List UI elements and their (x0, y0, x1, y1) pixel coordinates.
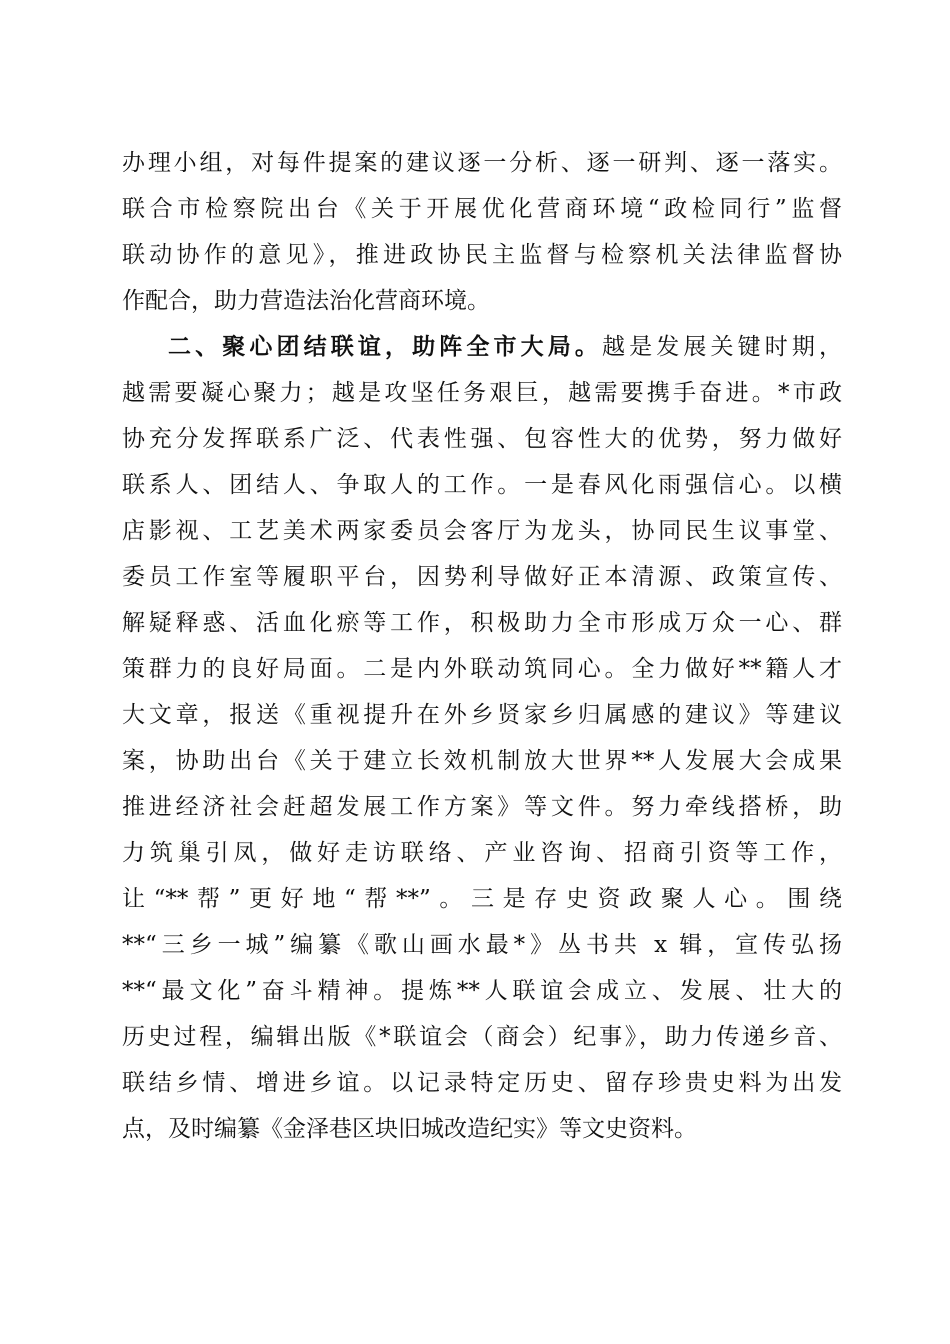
section-paragraph-first-line (168, 324, 842, 370)
body-text-line: 联动协作的意见》，推进政协民主监督与检察机关法律监督协 (122, 242, 842, 268)
body-text-span: 越是发展关键时期， (602, 334, 842, 360)
body-text-line: 办理小组，对每件提案的建议逐一分析、逐一研判、逐一落实。 (122, 150, 842, 176)
body-text-line: 委员工作室等履职平台，因势利导做好正本清源、政策宣传、 (122, 564, 842, 590)
body-text-line: 联系人、团结人、争取人的工作。一是春风化雨强信心。以横 (122, 472, 842, 498)
body-text-line: 推进经济社会赶超发展工作方案》等文件。努力牵线搭桥，助 (122, 794, 842, 820)
section-heading: 二、聚心团结联谊，助阵全市大局。 (168, 333, 602, 360)
body-text-line: **“三乡一城”编纂《歌山画水最*》丛书共 x 辑，宣传弘扬 (122, 932, 842, 958)
body-text-line: 点，及时编纂《金泽巷区块旧城改造纪实》等文史资料。 (122, 1116, 697, 1142)
body-text-line: 历史过程，编辑出版《*联谊会（商会）纪事》，助力传递乡音、 (122, 1024, 842, 1050)
body-text-line: 越需要凝心聚力；越是攻坚任务艰巨，越需要携手奋进。*市政 (122, 380, 842, 406)
body-text-line: 协充分发挥联系广泛、代表性强、包容性大的优势，努力做好 (122, 426, 842, 452)
body-text-line: **“最文化”奋斗精神。提炼**人联谊会成立、发展、壮大的 (122, 978, 842, 1004)
body-text-line: 店影视、工艺美术两家委员会客厅为龙头，协同民生议事堂、 (122, 518, 842, 544)
body-text-line: 联结乡情、增进乡谊。以记录特定历史、留存珍贵史料为出发 (122, 1070, 842, 1096)
body-text-line: 案，协助出台《关于建立长效机制放大世界**人发展大会成果 (122, 748, 842, 774)
body-text-line: 大文章，报送《重视提升在外乡贤家乡归属感的建议》等建议 (122, 702, 842, 728)
body-text-line: 让“**帮”更好地“帮**”。三是存史资政聚人心。围绕 (122, 886, 842, 912)
body-text-line: 联合市检察院出台《关于开展优化营商环境“政检同行”监督 (122, 196, 842, 222)
body-text-line: 解疑释惑、活血化瘀等工作，积极助力全市形成万众一心、群 (122, 610, 842, 636)
body-text-line: 策群力的良好局面。二是内外联动筑同心。全力做好**籍人才 (122, 656, 842, 682)
body-text-line: 力筑巢引凤，做好走访联络、产业咨询、招商引资等工作， (122, 840, 842, 866)
body-text-line: 作配合，助力营造法治化营商环境。 (122, 288, 490, 314)
